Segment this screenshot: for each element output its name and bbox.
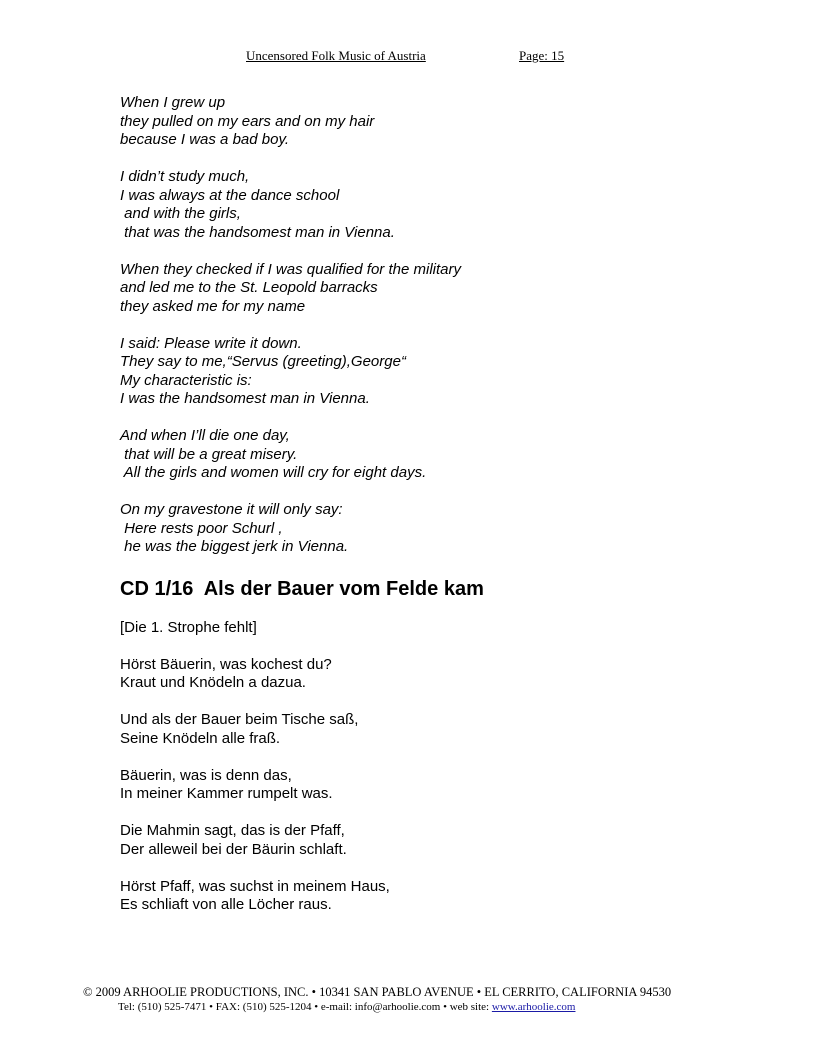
page-number: Page: 15 — [519, 48, 565, 63]
stanza — [120, 168, 740, 242]
lyric-line: that will be a great misery. — [120, 445, 298, 463]
lyric-line: that was the handsomest man in Vienna. — [120, 223, 395, 241]
lyric-line: Hörst Bäuerin, was kochest du? — [120, 655, 332, 673]
lyric-line: Here rests poor Schurl , — [120, 519, 283, 537]
stanza — [120, 878, 740, 915]
lyric-line: Seine Knödeln alle fraß. — [120, 729, 281, 747]
lyric-line: And when I’ll die one day, — [120, 427, 290, 444]
stanza — [120, 822, 740, 859]
stanza — [120, 711, 740, 748]
lyric-line: they pulled on my ears and on my hair — [120, 112, 375, 130]
stanza — [120, 427, 740, 483]
lyric-line: All the girls and women will cry for eight days. — [120, 464, 427, 481]
website-link[interactable]: www.arhoolie.com — [491, 1001, 576, 1013]
lyric-line: Es schliaft von alle Löcher raus. — [120, 896, 332, 913]
lyric-line: I was the handsomest man in Vienna. — [120, 390, 370, 407]
lyric-line: Bäuerin, was is denn das, — [120, 766, 292, 784]
original-lyrics — [120, 656, 740, 915]
lyric-line: Die Mahmin sagt, das is der Pfaff, — [120, 822, 345, 839]
stanza — [120, 261, 740, 317]
lyric-line: he was the biggest jerk in Vienna. — [120, 538, 349, 555]
lyric-line: and with the girls, — [120, 205, 241, 222]
lyric-line: Kraut und Knödeln a dazua. — [120, 674, 306, 691]
page-header — [0, 48, 816, 68]
missing-verse-note: [Die 1. Strophe fehlt] — [120, 618, 257, 636]
lyric-line: they asked me for my name — [120, 297, 306, 315]
lyric-line: I said: Please write it down. — [120, 334, 302, 352]
lyric-line: My characteristic is: — [120, 371, 252, 389]
lyric-line: and led me to the St. Leopold barracks — [120, 279, 378, 296]
copyright-line: © 2009 ARHOOLIE PRODUCTIONS, INC. • 10341 SAN PABLO AVENUE • EL CERRITO, CALIFORNIA 94530 — [83, 985, 672, 999]
lyric-line: Hörst Pfaff, was suchst in meinem Haus, — [120, 877, 390, 895]
document-title: Uncensored Folk Music of Austria — [246, 48, 426, 63]
stanza — [120, 656, 740, 693]
lyric-line: When they checked if I was qualified for the military — [120, 260, 461, 278]
stanza — [120, 335, 740, 409]
contact-info: Tel: (510) 525-7471 • FAX: (510) 525-1204 • e-mail: info@arhoolie.com • web site: — [118, 1001, 492, 1013]
lyric-line: They say to me,“Servus (greeting),George“ — [120, 353, 406, 370]
lyric-line: When I grew up — [120, 94, 226, 111]
stanza — [120, 767, 740, 804]
lyric-line: because I was a bad boy. — [120, 131, 289, 148]
song-heading: CD 1/16 Als der Bauer vom Felde kam — [120, 577, 484, 600]
stanza — [120, 94, 740, 150]
contact-line — [118, 1001, 575, 1013]
lyric-line: On my gravestone it will only say: — [120, 501, 343, 518]
translation-lyrics — [120, 94, 740, 557]
lyric-line: In meiner Kammer rumpelt was. — [120, 785, 333, 802]
lyric-line: Und als der Bauer beim Tische saß, — [120, 711, 359, 728]
lyric-line: I was always at the dance school — [120, 186, 340, 204]
lyric-line: Der alleweil bei der Bäurin schlaft. — [120, 840, 347, 858]
lyric-line: I didn’t study much, — [120, 168, 250, 185]
stanza — [120, 501, 740, 557]
page-content — [120, 94, 740, 933]
